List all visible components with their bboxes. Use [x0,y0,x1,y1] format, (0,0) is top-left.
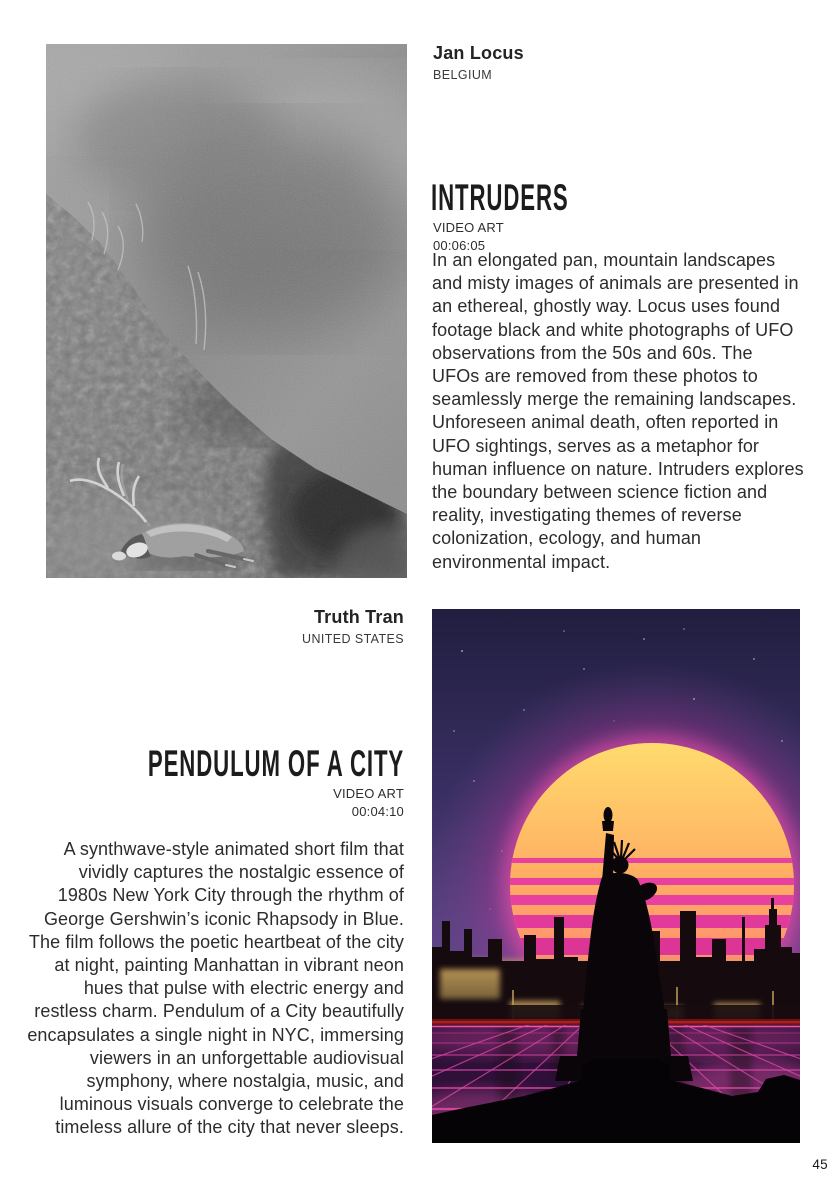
work-description: A synthwave-style animated short film that vividly captures the nostalgic essence of 1980s New York City through the rhythm of George Gershwin’s iconic Rhapsody in Blue. The film follows the poetic heartbeat of the city at night, painting Manhattan in vibrant neon hues that pulse with electric energy and restless charm. Pendulum of a City beautifully encapsulates a single night in NYC, immersing viewers in an unforgettable audiovisual symphony, where nostalgia, music, and luminous visuals converge to celebrate the timeless allure of the city that never sleeps. [27,839,404,1138]
work-title: INTRUDERS [431,177,569,218]
artist-name: Jan Locus [433,43,524,63]
work-description: In an elongated pan, mountain landscapes and misty images of animals are presented in an ethereal, ghostly way. Locus uses found footage black and white photographs of UFO observations from the 50s and 60s. The UFOs are removed from these photos to seamlessly merge the remaining landscapes. Unforeseen animal death, often reported in UFO sightings, serves as a metaphor for human influence on nature. Intruders explores the boundary between science fiction and reality, investigating themes of reverse colonization, ecology, and human environmental impact. [432,250,804,572]
work-duration: 00:04:10 [351,803,404,819]
intruders-still-image [46,44,407,578]
work-title: PENDULUM OF A CITY [147,743,404,784]
page-number: 45 [812,1157,828,1172]
work-duration: 00:06:05 [433,237,486,253]
pendulum-still-image [432,609,800,1143]
work-medium: VIDEO ART [333,786,404,801]
artist-country: UNITED STATES [302,632,404,646]
work-meta [333,785,404,820]
bw-hillside-deer-graphic [46,44,407,578]
artist-block [433,42,524,83]
artist-name: Truth Tran [313,607,404,627]
artist-country: BELGIUM [433,68,493,82]
work-medium: VIDEO ART [433,220,504,235]
synthwave-liberty-graphic [432,609,800,1143]
artist-block [302,606,404,647]
